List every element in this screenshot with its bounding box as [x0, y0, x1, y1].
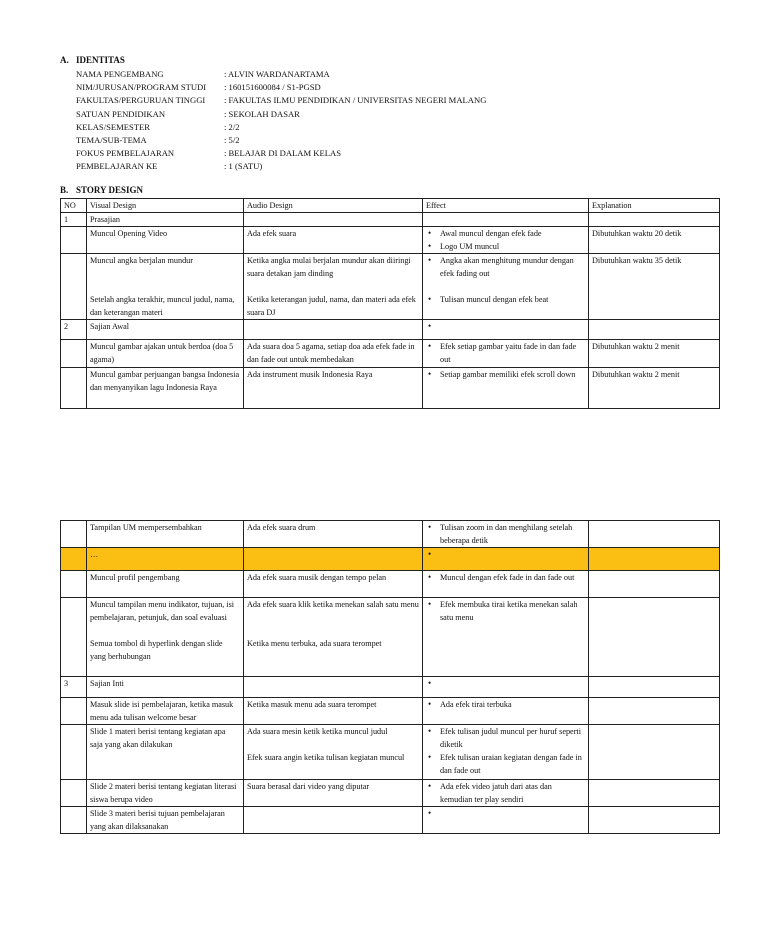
identity-value: : FAKULTAS ILMU PENDIDIKAN / UNIVERSITAS NEGERI MALANG	[224, 95, 487, 106]
cell-effect	[423, 213, 589, 227]
cell-visual: …	[87, 548, 244, 571]
identity-value: : ALVIN WARDANARTAMA	[224, 69, 330, 79]
section-b-title: STORY DESIGN	[76, 185, 143, 195]
cell-explanation: Dibutuhkan waktu 20 detik	[589, 227, 720, 254]
visual-text: Semua tombol di hyperlink dengan slide yang berhubungan	[90, 639, 223, 661]
cell-effect	[423, 254, 589, 320]
cell-no	[61, 227, 87, 254]
effect-bullet: • Tulisan muncul dengan efek beat	[426, 293, 585, 306]
cell-explanation	[589, 521, 720, 548]
story-design-table-2	[60, 520, 720, 834]
effect-bullet: • Ada efek tirai terbuka	[426, 698, 585, 711]
cell-explanation	[589, 807, 720, 834]
effect-bullet: • Angka akan menghitung mundur dengan efek fading out	[426, 254, 585, 280]
cell-audio	[244, 254, 423, 320]
identity-row	[76, 68, 486, 81]
cell-effect	[423, 521, 589, 548]
effect-bullet: • Efek tulisan uraian kegiatan dengan fade in dan fade out	[426, 751, 585, 777]
cell-no	[61, 807, 87, 834]
table-row	[61, 780, 720, 807]
effect-bullet: • Tulisan zoom in dan menghilang setelah beberapa detik	[426, 521, 585, 547]
cell-explanation	[589, 213, 720, 227]
cell-audio	[244, 598, 423, 677]
cell-explanation	[589, 677, 720, 698]
cell-audio	[244, 677, 423, 698]
cell-no	[61, 548, 87, 571]
effect-bullet: • Logo UM muncul	[426, 240, 585, 253]
cell-no: 1	[61, 213, 87, 227]
cell-audio	[244, 213, 423, 227]
cell-no	[61, 368, 87, 409]
cell-visual: Sajian Inti	[87, 677, 244, 698]
cell-no: 2	[61, 320, 87, 340]
effect-bullet: • Efek setiap gambar yaitu fade in dan fade out	[426, 340, 585, 366]
cell-explanation: Dibutuhkan waktu 2 menit	[589, 340, 720, 368]
identity-row	[76, 134, 486, 147]
cell-audio: Ketika masuk menu ada suara terompet	[244, 698, 423, 725]
cell-no	[61, 340, 87, 368]
cell-visual	[87, 598, 244, 677]
identity-row	[76, 160, 486, 173]
cell-visual: Masuk slide isi pembelajaran, ketika masuk menu ada tulisan welcome besar	[87, 698, 244, 725]
cell-effect	[423, 340, 589, 368]
cell-effect	[423, 227, 589, 254]
table-row	[61, 254, 720, 320]
cell-audio: Suara berasal dari video yang diputar	[244, 780, 423, 807]
cell-effect	[423, 780, 589, 807]
cell-no	[61, 598, 87, 677]
visual-text: Setelah angka terakhir, muncul judul, nama, dan keterangan materi	[90, 295, 235, 317]
header-explanation: Explanation	[589, 199, 720, 213]
cell-no	[61, 725, 87, 780]
table-row	[61, 368, 720, 409]
cell-visual: Tampilan UM mempersembahkan	[87, 521, 244, 548]
cell-effect	[423, 571, 589, 598]
empty-bullet	[426, 807, 585, 820]
cell-visual: Slide 3 materi berisi tujuan pembelajaran yang akan dilaksanakan	[87, 807, 244, 834]
cell-explanation	[589, 571, 720, 598]
cell-audio: Ada suara doa 5 agama, setiap doa ada efek fade in dan fade out untuk membedakan	[244, 340, 423, 368]
effect-bullet: • Efek tulisan judul muncul per huruf seperti diketik	[426, 725, 585, 751]
cell-explanation	[589, 780, 720, 807]
table-row	[61, 807, 720, 834]
table-header-row	[61, 199, 720, 213]
cell-explanation	[589, 320, 720, 340]
identity-row	[76, 147, 486, 160]
identity-key: FAKULTAS/PERGURUAN TINGGI	[76, 95, 206, 106]
cell-audio	[244, 725, 423, 780]
audio-text: Ketika keterangan judul, nama, dan materi ada efek suara DJ	[247, 295, 416, 317]
cell-explanation: Dibutuhkan waktu 35 detik	[589, 254, 720, 320]
cell-no	[61, 254, 87, 320]
table-row	[61, 213, 720, 227]
cell-visual: Muncul gambar perjuangan bangsa Indonesia dan menyanyikan lagu Indonesia Raya	[87, 368, 244, 409]
cell-explanation	[589, 698, 720, 725]
audio-text: Ketika angka mulai berjalan mundur akan diiringi suara detakan jam dinding	[247, 256, 411, 278]
identity-value: : 2/2	[224, 121, 240, 132]
effect-bullet: • Efek membuka tirai ketika menekan salah satu menu	[426, 598, 585, 624]
section-b-heading	[60, 185, 143, 195]
identity-value: : 160151600084 / S1-PGSD	[224, 82, 321, 93]
cell-audio: Ada efek suara drum	[244, 521, 423, 548]
identity-key: PEMBELAJARAN KE	[76, 161, 158, 172]
table-row	[61, 340, 720, 368]
header-no: NO	[61, 199, 87, 213]
cell-audio: Ada efek suara musik dengan tempo pelan	[244, 571, 423, 598]
cell-explanation: Dibutuhkan waktu 2 menit	[589, 368, 720, 409]
identity-value: : BELAJAR DI DALAM KELAS	[224, 148, 341, 159]
empty-bullet	[426, 548, 585, 561]
cell-audio	[244, 548, 423, 571]
cell-audio	[244, 320, 423, 340]
cell-no	[61, 571, 87, 598]
audio-text: Ada suara mesin ketik ketika muncul judul	[247, 727, 388, 736]
empty-bullet	[426, 320, 585, 333]
table-row	[61, 571, 720, 598]
empty-bullet	[426, 677, 585, 690]
audio-text: Efek suara angin ketika tulisan kegiatan muncul	[247, 753, 405, 762]
table-row	[61, 698, 720, 725]
identity-row	[76, 121, 486, 134]
table-row	[61, 725, 720, 780]
visual-text: Muncul angka berjalan mundur	[90, 256, 193, 265]
identity-key: SATUAN PENDIDIKAN	[76, 108, 166, 119]
cell-audio: Ada instrument musik Indonesia Raya	[244, 368, 423, 409]
identity-row	[76, 81, 486, 94]
cell-effect	[423, 548, 589, 571]
cell-audio	[244, 807, 423, 834]
cell-visual: Prasajian	[87, 213, 244, 227]
effect-bullet: • Setiap gambar memiliki efek scroll down	[426, 368, 585, 381]
effect-bullet: • Ada efek video jatuh dari atas dan kemudian ter play sendiri	[426, 780, 585, 806]
cell-effect	[423, 725, 589, 780]
identity-key: NIM/JURUSAN/PROGRAM STUDI	[76, 82, 207, 93]
table-row	[61, 677, 720, 698]
cell-visual: Muncul profil pengembang	[87, 571, 244, 598]
effect-bullet: • Awal muncul dengan efek fade	[426, 227, 585, 240]
identity-row	[76, 94, 486, 107]
section-a-title: IDENTITAS	[76, 55, 125, 65]
cell-effect	[423, 320, 589, 340]
header-audio: Audio Design	[244, 199, 423, 213]
cell-visual: Slide 2 materi berisi tentang kegiatan literasi siswa berupa video	[87, 780, 244, 807]
cell-audio: Ada efek suara	[244, 227, 423, 254]
cell-effect	[423, 698, 589, 725]
story-design-table-1	[60, 198, 720, 409]
identity-key: NAMA PENGEMBANG	[76, 69, 164, 79]
identity-value: : 5/2	[224, 135, 240, 146]
identity-value: : SEKOLAH DASAR	[224, 108, 300, 119]
section-a-heading	[60, 55, 125, 65]
table-row	[61, 227, 720, 254]
cell-effect	[423, 807, 589, 834]
cell-visual: Slide 1 materi berisi tentang kegiatan apa saja yang akan dilakukan	[87, 725, 244, 780]
cell-no	[61, 698, 87, 725]
table-row-highlighted	[61, 548, 720, 571]
cell-explanation	[589, 598, 720, 677]
identity-key: FOKUS PEMBELAJARAN	[76, 148, 175, 159]
identity-key: TEMA/SUB-TEMA	[76, 135, 147, 146]
cell-effect	[423, 677, 589, 698]
cell-visual: Muncul Opening Video	[87, 227, 244, 254]
identity-value: : 1 (SATU)	[224, 161, 263, 172]
header-visual: Visual Design	[87, 199, 244, 213]
audio-text: Ada efek suara klik ketika menekan salah satu menu	[247, 600, 419, 609]
section-a-number: A.	[60, 55, 69, 65]
effect-bullet: • Muncul dengan efek fade in dan fade out	[426, 571, 585, 584]
cell-no	[61, 780, 87, 807]
table-row	[61, 320, 720, 340]
cell-explanation	[589, 725, 720, 780]
cell-explanation	[589, 548, 720, 571]
table-row	[61, 598, 720, 677]
identity-key: KELAS/SEMESTER	[76, 121, 151, 132]
cell-visual: Muncul gambar ajakan untuk berdoa (doa 5 agama)	[87, 340, 244, 368]
cell-visual	[87, 254, 244, 320]
identity-list	[76, 68, 486, 174]
cell-no	[61, 521, 87, 548]
cell-effect	[423, 598, 589, 677]
table-row	[61, 521, 720, 548]
audio-text: Ketika menu terbuka, ada suara terompet	[247, 639, 382, 648]
identity-row	[76, 108, 486, 121]
cell-effect	[423, 368, 589, 409]
header-effect: Effect	[423, 199, 589, 213]
cell-visual: Sajian Awal	[87, 320, 244, 340]
section-b-number: B.	[60, 185, 69, 195]
cell-no: 3	[61, 677, 87, 698]
visual-text: Muncul tampilan menu indikator, tujuan, isi pembelajaran, petunjuk, dan soal evaluasi	[90, 600, 235, 622]
